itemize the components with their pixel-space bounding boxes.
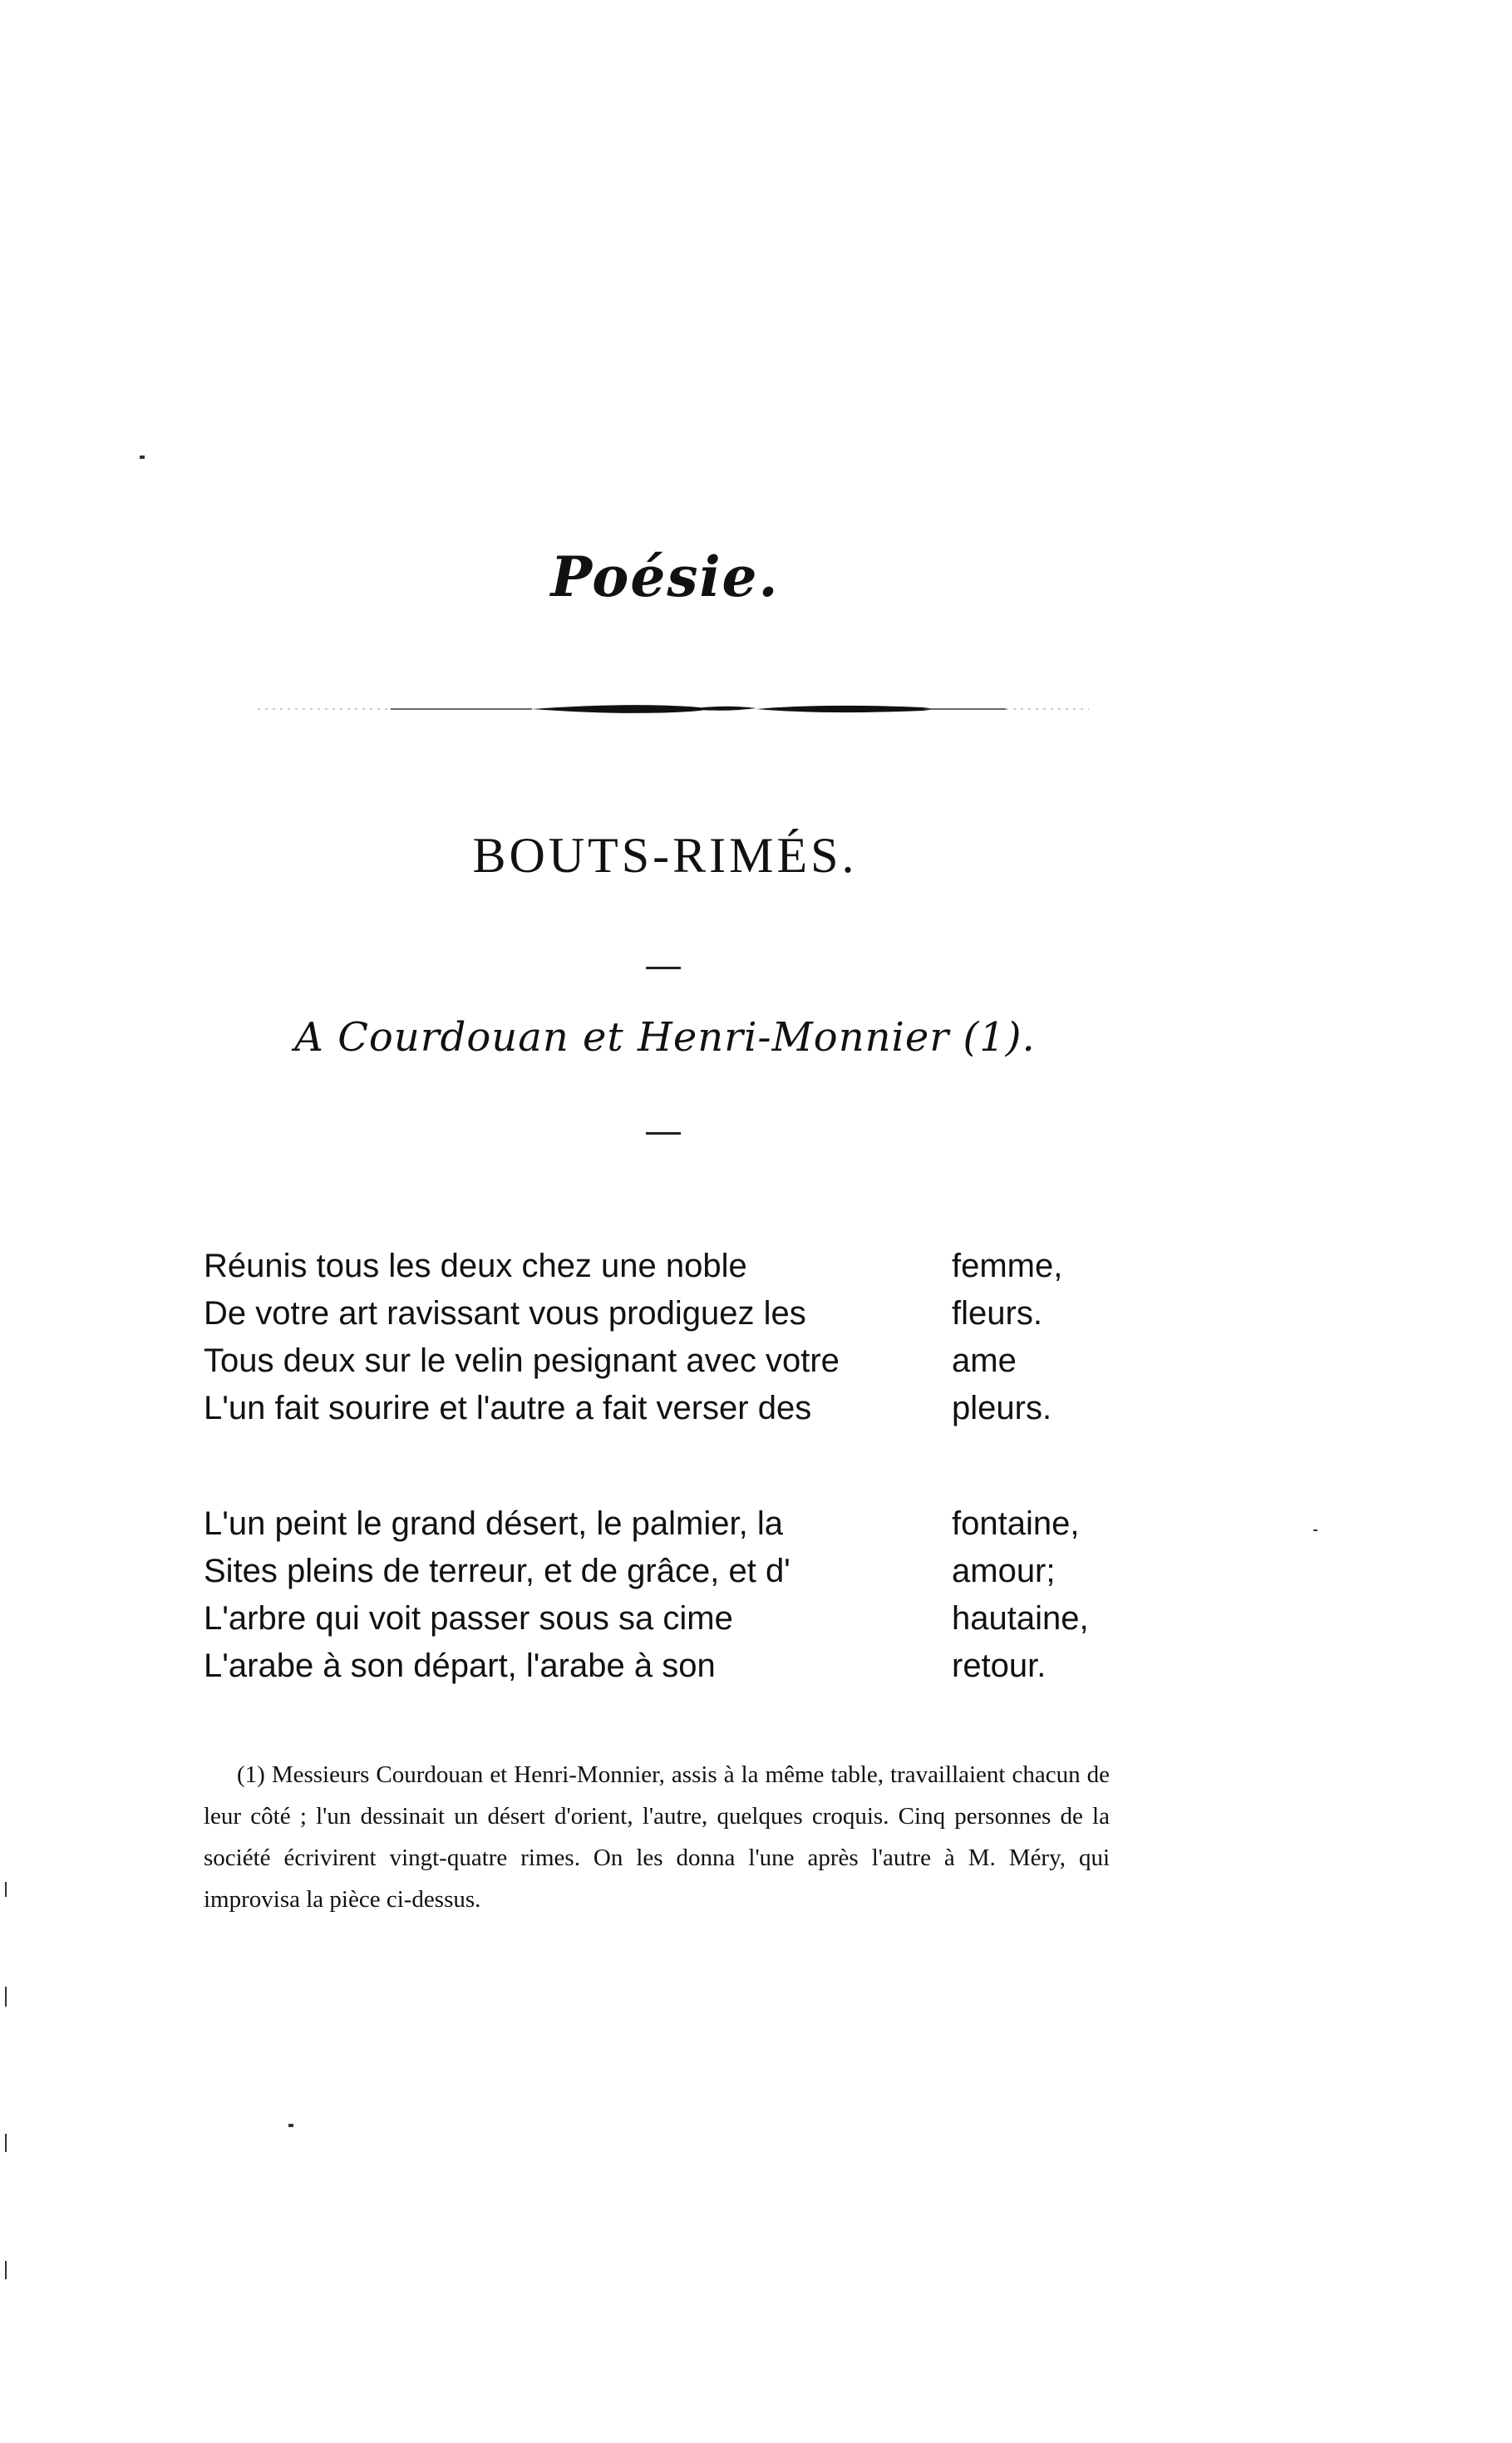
scan-speck — [5, 1882, 7, 1897]
stanza — [204, 1500, 1135, 1690]
verse-line — [204, 1548, 1135, 1595]
verse-line — [204, 1595, 1135, 1643]
rhyme-word: hautaine, — [952, 1600, 1089, 1637]
scan-speck — [5, 2134, 7, 2152]
verse-text: Réunis tous les deux chez une noble — [204, 1248, 747, 1284]
dedication: A Courdouan et Henri-Monnier (1). — [294, 1014, 1036, 1061]
stanza — [204, 1243, 1135, 1432]
scan-speck — [5, 2261, 7, 2279]
rhyme-word: amour; — [952, 1553, 1056, 1589]
verse-text: L'arabe à son départ, l'arabe à son — [204, 1648, 716, 1684]
verse-text: De votre art ravissant vous prodiguez les — [204, 1295, 806, 1332]
separator-dash — [646, 967, 681, 969]
rhyme-word: fleurs. — [952, 1295, 1042, 1332]
rhyme-word: ame — [952, 1342, 1017, 1379]
footnote — [204, 1754, 1110, 1920]
verse-line — [204, 1643, 1135, 1690]
rhyme-word: retour. — [952, 1648, 1047, 1684]
verse-text: L'un peint le grand désert, le palmier, la — [204, 1505, 783, 1542]
verse-text: Tous deux sur le velin pesignant avec votre — [204, 1342, 840, 1379]
verse-line — [204, 1500, 1135, 1548]
ornamental-rule — [258, 697, 1089, 722]
rhyme-word: pleurs. — [952, 1390, 1052, 1426]
scan-speck — [140, 456, 145, 459]
scan-speck — [288, 2124, 293, 2127]
separator-dash — [646, 1132, 681, 1135]
section-heading: Poésie. — [550, 544, 780, 609]
rhyme-word: fontaine, — [952, 1505, 1080, 1542]
verse-line — [204, 1243, 1135, 1290]
verse-line — [204, 1337, 1135, 1385]
verse-text: Sites pleins de terreur, et de grâce, et d' — [204, 1553, 790, 1589]
footnote-text: (1) Messieurs Courdouan et Henri-Monnier, assis à la même table, travaillaient chacun de leur côté ; l'un dessinait un désert d'orient, l'autre, quelques croquis. Cinq personnes de la société écrivirent vingt-quatre rimes. On les donna l'une après l'autre à M. Méry, qui improvisa la pièce ci-dessus. — [204, 1761, 1110, 1913]
scan-speck — [5, 1987, 7, 2007]
rhyme-word: femme, — [952, 1248, 1063, 1284]
verse-line — [204, 1290, 1135, 1337]
verse-text: L'un fait sourire et l'autre a fait verser des — [204, 1390, 812, 1426]
verse-text: L'arbre qui voit passer sous sa cime — [204, 1600, 733, 1637]
poem-title: BOUTS-RIMÉS. — [472, 828, 858, 883]
scan-speck — [1313, 1529, 1317, 1531]
verse-line — [204, 1385, 1135, 1432]
